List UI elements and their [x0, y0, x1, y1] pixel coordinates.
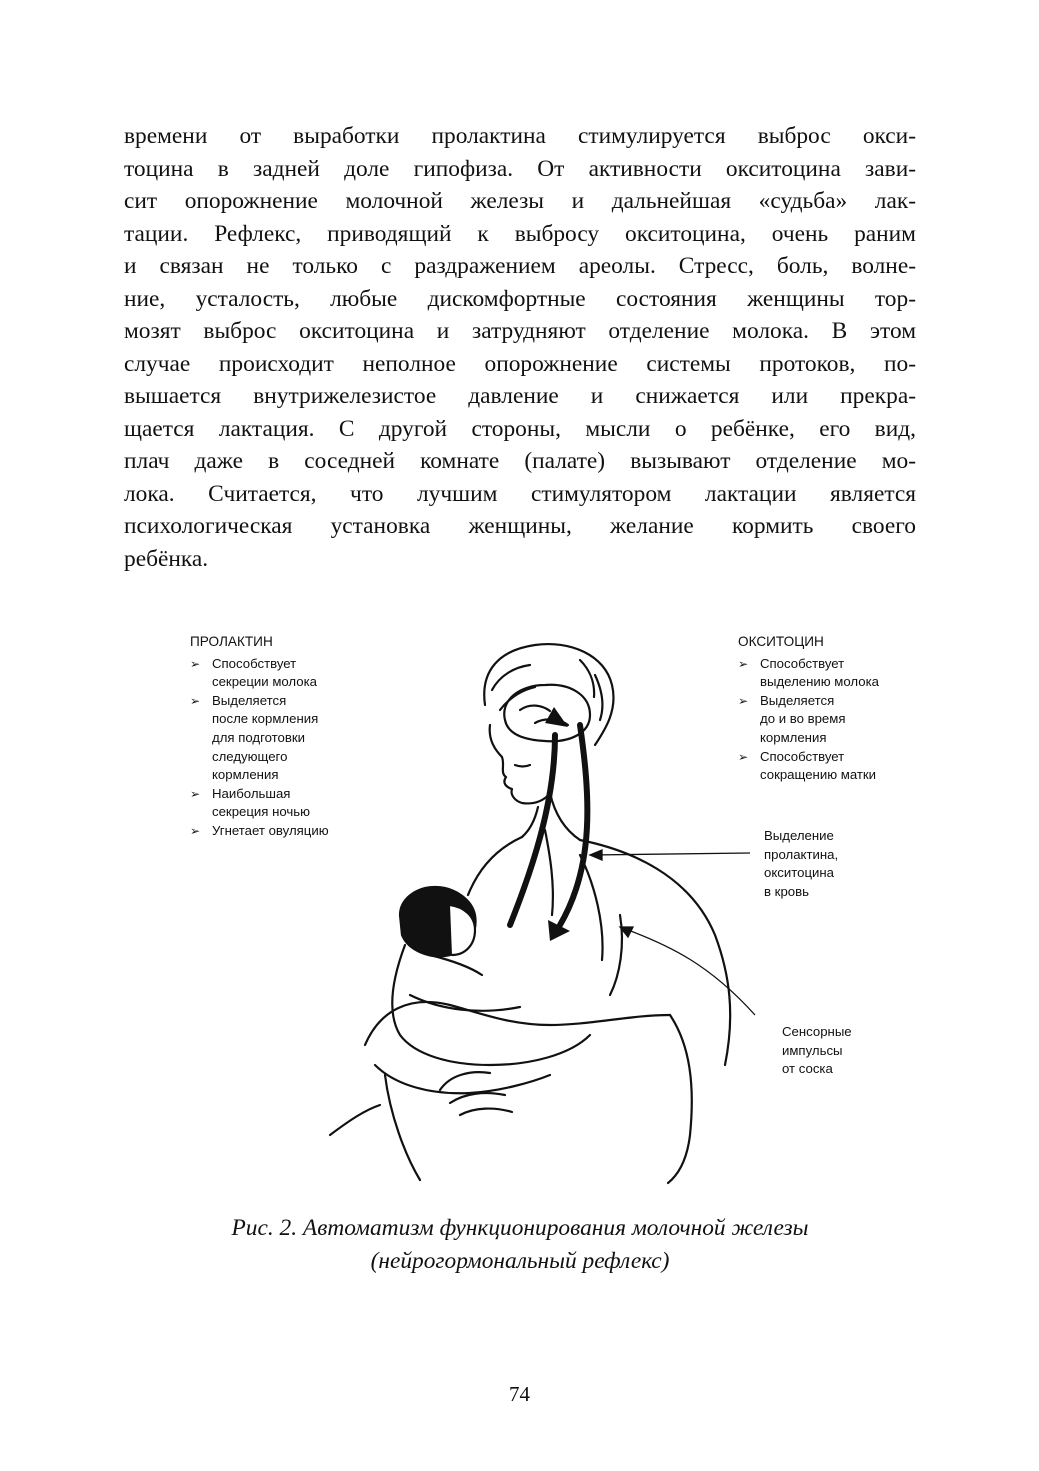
shoulder-left — [468, 837, 522, 895]
oxytocin-item-line — [738, 655, 918, 674]
body-line: ребёнка. — [124, 545, 209, 572]
oxytocin-item-text: Способствует — [760, 748, 845, 764]
release-label-line: в кровь — [764, 883, 809, 899]
bullet-arrow-icon: ➢ — [738, 749, 749, 764]
prolactin-title: ПРОЛАКТИН — [190, 634, 273, 649]
body-line: вышается внутрижелезистое давление и снижается или прекра- — [124, 383, 916, 409]
body-line: сит опорожнение молочной железы и дальнейшая «судьба» лак- — [124, 188, 916, 214]
sensory-label-line: от соска — [782, 1061, 833, 1077]
oxytocin-item-text: Выделяется — [760, 692, 835, 708]
body-line: плач даже в соседней комнате (палате) вызывают отделение мо- — [124, 448, 916, 474]
brain-outline — [504, 685, 590, 741]
prolactin-item-line — [190, 655, 390, 674]
figure-neurohormonal-reflex — [150, 615, 910, 1195]
prolactin-item-line — [190, 785, 390, 804]
pointer-sensory — [620, 927, 755, 1015]
body-line: тоцина в задней доле гипофиза. От активности окситоцина зави- — [124, 155, 916, 182]
prolactin-label-block — [190, 633, 390, 841]
sensory-label-block — [782, 1023, 902, 1079]
release-label-line: пролактина, — [764, 846, 839, 862]
prolactin-item-text: после кормления — [212, 711, 319, 727]
body-line: лока. Считается, что лучшим стимулятором лактации является — [124, 480, 916, 507]
bullet-arrow-icon: ➢ — [190, 823, 201, 838]
oxytocin-label-block — [738, 633, 918, 785]
caption-line-2: (нейрогормональный рефлекс) — [370, 1248, 670, 1274]
oxytocin-item-text: сокращению матки — [760, 767, 877, 783]
prolactin-item-text: для подготовки — [212, 729, 306, 745]
prolactin-item-text: секреции молока — [212, 674, 317, 690]
body-paragraph — [124, 120, 916, 575]
prolactin-item-text: Выделяется — [212, 692, 287, 708]
prolactin-item-text: Угнетает овуляцию — [212, 822, 329, 838]
oxytocin-item-text: Способствует — [760, 655, 845, 671]
oxytocin-item-text: до и во время — [760, 711, 846, 727]
prolactin-item-line — [190, 766, 390, 785]
pointer-release — [590, 853, 750, 855]
oxytocin-item-line — [738, 729, 918, 748]
body-line: щается лактация. С другой стороны, мысли о ребёнке, его вид, — [124, 415, 916, 442]
prolactin-item-line — [190, 673, 390, 692]
bullet-arrow-icon: ➢ — [190, 656, 201, 671]
page-number: 74 — [509, 1382, 530, 1406]
oxytocin-item-line — [738, 748, 918, 767]
oxytocin-title: ОКСИТОЦИН — [738, 634, 824, 649]
bullet-arrow-icon: ➢ — [190, 693, 201, 708]
body-line: тации. Рефлекс, приводящий к выбросу окситоцина, очень раним — [124, 220, 916, 247]
release-label-line: Выделение — [764, 828, 834, 843]
body-line: случае происходит неполное опорожнение системы протоков, по- — [124, 350, 916, 377]
prolactin-item-text: секреция ночью — [212, 804, 311, 820]
release-label-line: окситоцина — [764, 865, 834, 881]
prolactin-item-text: Наибольшая — [212, 785, 291, 801]
bullet-arrow-icon: ➢ — [190, 786, 201, 801]
oxytocin-item-line — [738, 710, 918, 729]
prolactin-item-text: кормления — [212, 767, 279, 783]
arrow-up-path — [510, 735, 555, 925]
oxytocin-item-text: кормления — [760, 729, 827, 745]
prolactin-item-text: Способствует — [212, 655, 297, 671]
baby-blanket — [392, 945, 590, 1065]
bullet-arrow-icon: ➢ — [738, 693, 749, 708]
prolactin-item-line — [190, 803, 390, 822]
prolactin-item-line — [190, 748, 390, 767]
body-line: психологическая установка женщины, желание кормить своего — [124, 513, 916, 539]
prolactin-item-line — [190, 710, 390, 729]
oxytocin-item-text: выделению молока — [760, 674, 879, 690]
sensory-label-line: импульсы — [782, 1042, 843, 1058]
body-line: времени от выработки пролактина стимулируется выброс окси- — [124, 123, 916, 149]
oxytocin-item-line — [738, 766, 918, 785]
bullet-arrow-icon: ➢ — [738, 656, 749, 671]
oxytocin-item-line — [738, 673, 918, 692]
sensory-label-line: Сенсорные — [782, 1024, 852, 1039]
body-line: ние, усталость, любые дискомфортные состояния женщины тор- — [124, 285, 916, 312]
prolactin-item-line — [190, 692, 390, 711]
body-line: мозят выброс окситоцина и затрудняют отделение молока. В этом — [124, 318, 916, 344]
prolactin-item-line — [190, 822, 390, 841]
figure-caption — [124, 1212, 916, 1278]
oxytocin-item-line — [738, 692, 918, 711]
caption-line-1: Рис. 2. Автоматизм функционирования молочной железы — [231, 1215, 809, 1241]
prolactin-item-text: следующего — [212, 748, 288, 764]
prolactin-item-line — [190, 729, 390, 748]
neck-outline — [550, 793, 580, 840]
body-line: и связан не только с раздражением ареолы. Стресс, боль, волне- — [124, 253, 916, 279]
release-label-block — [764, 827, 884, 901]
